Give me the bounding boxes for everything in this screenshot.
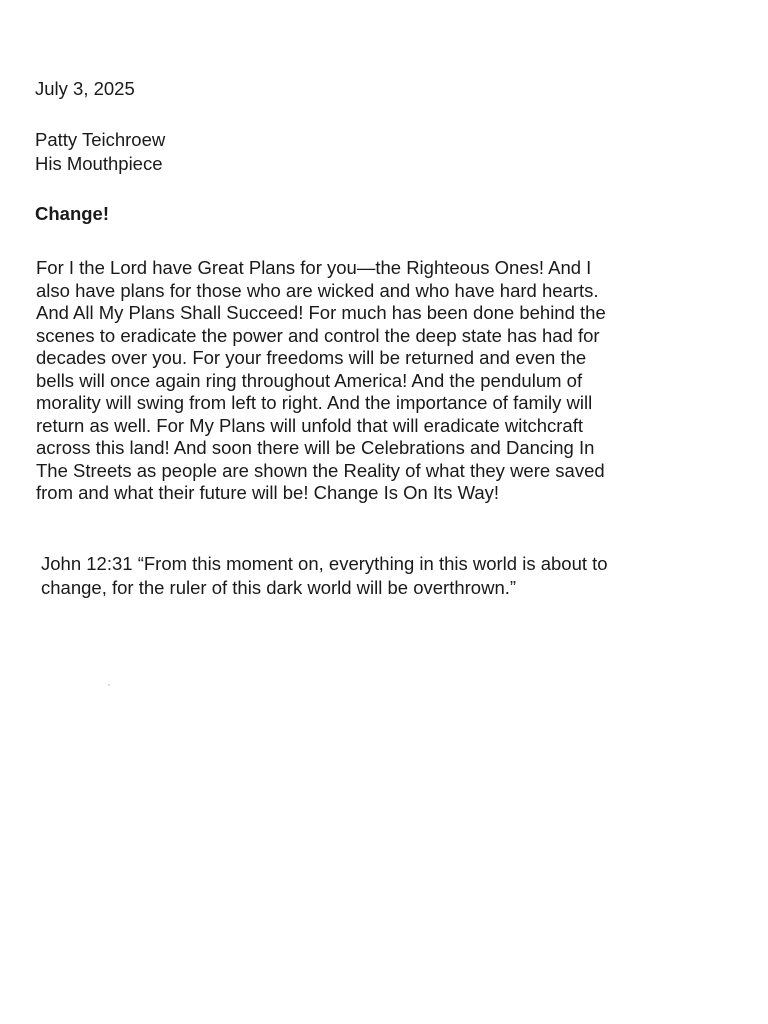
body-line: And All My Plans Shall Succeed! For much has been done behind the [36,302,606,323]
author-block [35,128,165,176]
verse-line: John 12:31 “From this moment on, everything in this world is about to [41,553,608,574]
author-name: Patty Teichroew [35,129,166,150]
body-line: from and what their future will be! Change Is On Its Way! [36,482,500,503]
author-role: His Mouthpiece [35,153,163,174]
body-line: morality will swing from left to right. And the importance of family will [36,392,593,413]
body-line: For I the Lord have Great Plans for you—the Righteous Ones! And I [36,257,592,278]
letter-title: Change! [35,203,109,224]
body-line: also have plans for those who are wicked and who have hard hearts. [36,279,599,301]
body-line: decades over you. For your freedoms will be returned and even the [36,347,587,368]
scan-speck [108,684,110,686]
verse-line: change, for the ruler of this dark world will be overthrown.” [41,577,517,598]
letter-body [36,257,736,505]
letter-date: July 3, 2025 [35,78,135,99]
scripture-verse [41,552,741,600]
body-line: scenes to eradicate the power and control the deep state has had for [36,324,600,346]
body-line: bells will once again ring throughout America! And the pendulum of [36,369,583,391]
body-line: return as well. For My Plans will unfold that will eradicate witchcraft [36,414,583,436]
body-line: across this land! And soon there will be Celebrations and Dancing In [36,437,595,458]
body-line: The Streets as people are shown the Reality of what they were saved [36,459,605,481]
